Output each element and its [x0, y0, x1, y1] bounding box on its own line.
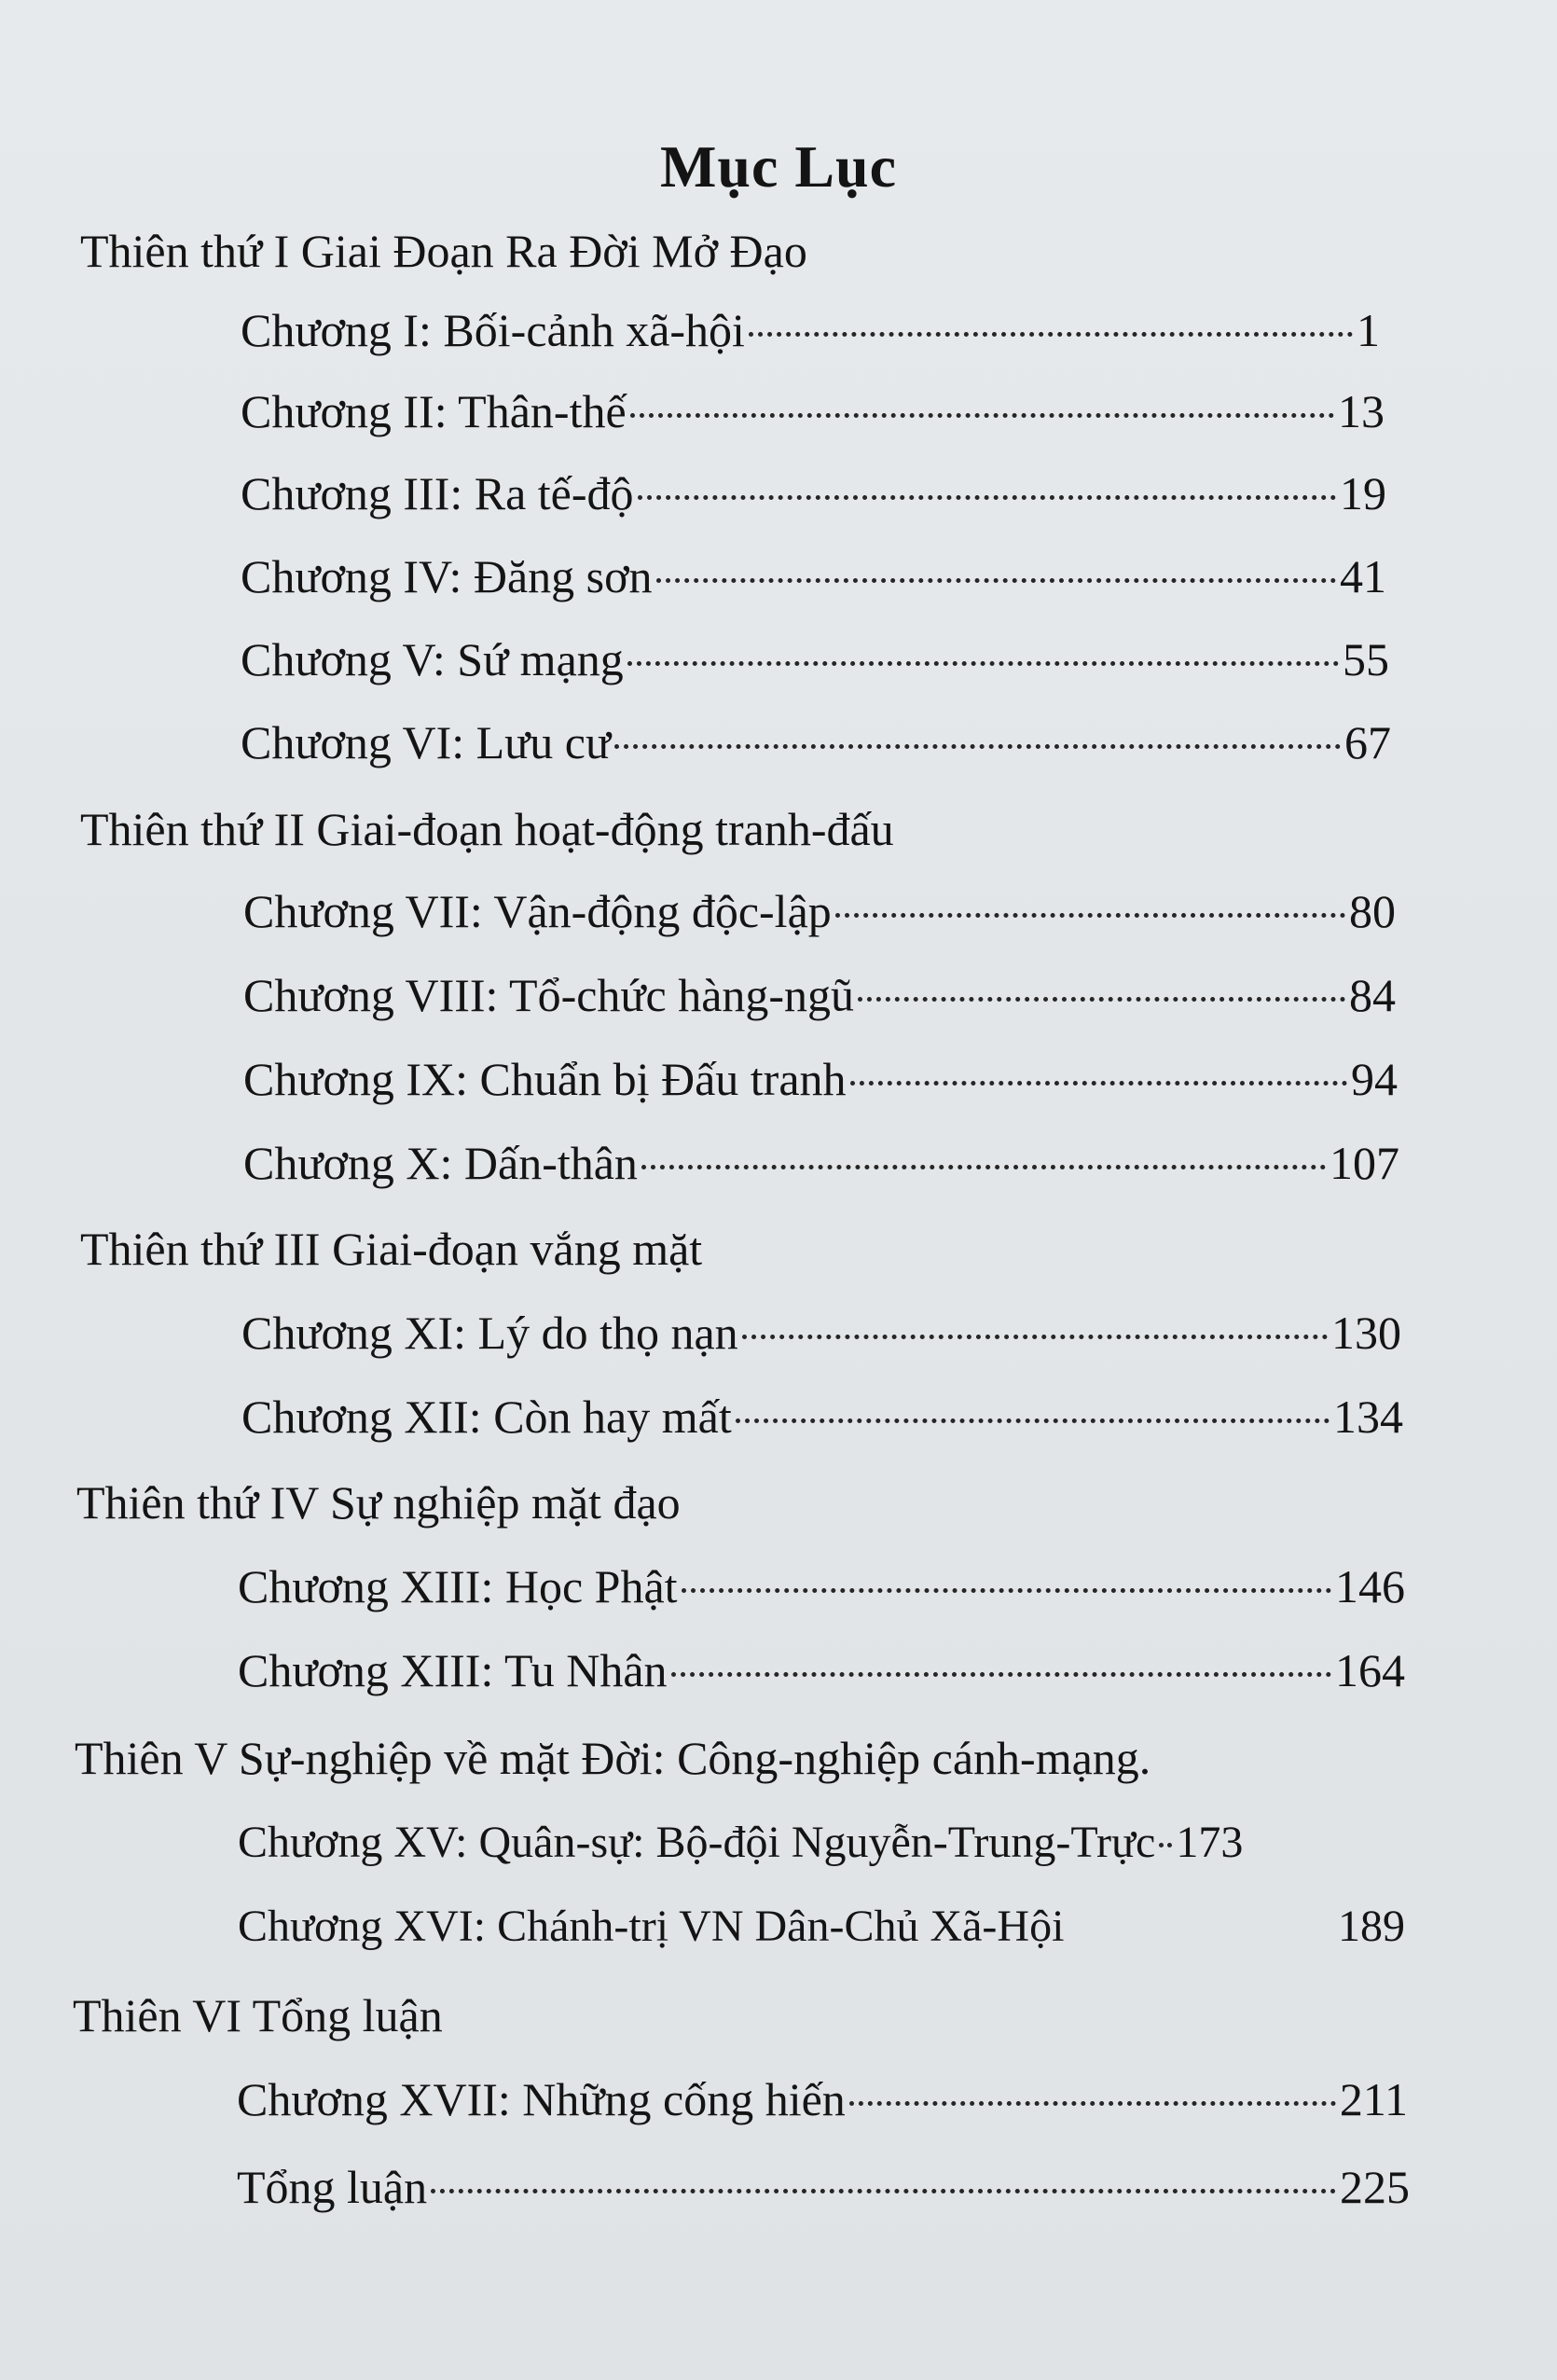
- entry-label: Chương XVII: Những cống hiến: [237, 2073, 846, 2125]
- dot-leader: [850, 1081, 1347, 1086]
- toc-entry[interactable]: [243, 1136, 1399, 1190]
- toc-entry[interactable]: [241, 1306, 1401, 1360]
- section-heading-3: Thiên thứ III Giai-đoạn vắng mặt: [80, 1223, 703, 1275]
- section-heading-6: Thiên VI Tổng luận: [73, 1989, 443, 2041]
- dot-leader: [656, 578, 1336, 583]
- entry-page-number: 13: [1338, 385, 1385, 437]
- entry-page-number: 146: [1335, 1560, 1405, 1612]
- dot-leader: [431, 2189, 1336, 2193]
- dot-leader: [671, 1672, 1331, 1677]
- entry-label: Chương X: Dấn-thân: [243, 1137, 638, 1189]
- entry-page-number: 130: [1331, 1307, 1401, 1359]
- dot-leader: [630, 413, 1334, 418]
- entry-label: Chương III: Ra tế-độ: [241, 467, 634, 519]
- toc-entry[interactable]: [238, 1817, 1405, 1868]
- dot-leader: [641, 1165, 1326, 1169]
- toc-entry[interactable]: [241, 715, 1391, 769]
- entry-page-number: 55: [1343, 633, 1389, 685]
- toc-entry[interactable]: [243, 968, 1396, 1022]
- toc-entry[interactable]: [238, 1559, 1405, 1613]
- toc-entry[interactable]: [241, 549, 1386, 603]
- dot-leader: [858, 997, 1345, 1002]
- entry-page-number: 134: [1333, 1391, 1403, 1443]
- entry-label: Chương V: Sứ mạng: [241, 633, 624, 685]
- entry-page-number: 107: [1330, 1137, 1399, 1189]
- dot-leader: [627, 661, 1339, 666]
- entry-label: Chương XV: Quân-sự: Bộ-đội Nguyễn-Trung-Trực: [238, 1818, 1156, 1867]
- entry-label: Chương XI: Lý do thọ nạn: [241, 1307, 738, 1359]
- dot-leader: [638, 495, 1336, 500]
- entry-page-number: 1: [1357, 304, 1380, 356]
- section-heading-2: Thiên thứ II Giai-đoạn hoạt-động tranh-đấu: [80, 803, 894, 855]
- entry-label: Chương VIII: Tổ-chức hàng-ngũ: [243, 969, 855, 1021]
- entry-label: Chương VII: Vận-động độc-lập: [243, 885, 832, 937]
- toc-entry[interactable]: [241, 632, 1389, 686]
- entry-page-number: 84: [1349, 969, 1396, 1021]
- entry-label: Tổng luận: [237, 2161, 428, 2213]
- toc-entry[interactable]: [238, 1901, 1405, 1952]
- entry-label: Chương IV: Đăng sơn: [241, 550, 653, 602]
- entry-page-number: 80: [1349, 885, 1396, 937]
- entry-page-number: 41: [1340, 550, 1386, 602]
- entry-label: Chương VI: Lưu cư: [241, 716, 612, 768]
- section-heading-5: Thiên V Sự-nghiệp về mặt Đời: Công-nghiệp cánh-mạng.: [75, 1732, 1151, 1784]
- entry-page-number: 19: [1340, 467, 1386, 519]
- entry-page-number: 94: [1351, 1053, 1398, 1105]
- dot-leader: [849, 2101, 1336, 2106]
- toc-entry[interactable]: [237, 2072, 1408, 2126]
- dot-leader: [835, 913, 1345, 918]
- entry-page-number: 211: [1339, 2073, 1408, 2125]
- toc-entry[interactable]: [237, 2160, 1410, 2214]
- toc-entry[interactable]: [241, 303, 1380, 357]
- entry-label: Chương II: Thân-thế: [241, 385, 627, 437]
- entry-label: Chương XIII: Học Phật: [238, 1560, 678, 1612]
- dot-leader: [614, 744, 1341, 749]
- entry-label: Chương XII: Còn hay mất: [241, 1391, 732, 1443]
- entry-page-number: 225: [1340, 2161, 1410, 2213]
- toc-entry[interactable]: [243, 884, 1396, 938]
- toc-entry[interactable]: [241, 384, 1385, 438]
- toc-entry[interactable]: [241, 466, 1386, 520]
- section-heading-1: Thiên thứ I Giai Đoạn Ra Đời Mở Đạo: [80, 225, 807, 277]
- entry-page-number: 67: [1344, 716, 1391, 768]
- toc-entry[interactable]: [243, 1052, 1398, 1106]
- entry-label: Chương IX: Chuẩn bị Đấu tranh: [243, 1053, 847, 1105]
- section-heading-4: Thiên thứ IV Sự nghiệp mặt đạo: [76, 1476, 681, 1529]
- leader-gap: [1068, 1927, 1334, 1931]
- toc-entry[interactable]: [238, 1643, 1405, 1697]
- entry-label: Chương XIII: Tu Nhân: [238, 1644, 668, 1696]
- toc-entry[interactable]: [241, 1390, 1403, 1444]
- entry-page-number: 173: [1176, 1818, 1244, 1867]
- dot-leader: [682, 1588, 1331, 1593]
- dot-leader: [736, 1418, 1330, 1423]
- entry-label: Chương XVI: Chánh-trị VN Dân-Chủ Xã-Hội: [238, 1902, 1065, 1951]
- page-title: Mục Lục: [659, 133, 898, 200]
- entry-page-number: 189: [1338, 1902, 1405, 1951]
- dot-leader: [742, 1335, 1328, 1339]
- dot-leader: [749, 332, 1353, 337]
- dot-leader: [1159, 1843, 1172, 1847]
- entry-page-number: 164: [1335, 1644, 1405, 1696]
- entry-label: Chương I: Bối-cảnh xã-hội: [241, 304, 745, 356]
